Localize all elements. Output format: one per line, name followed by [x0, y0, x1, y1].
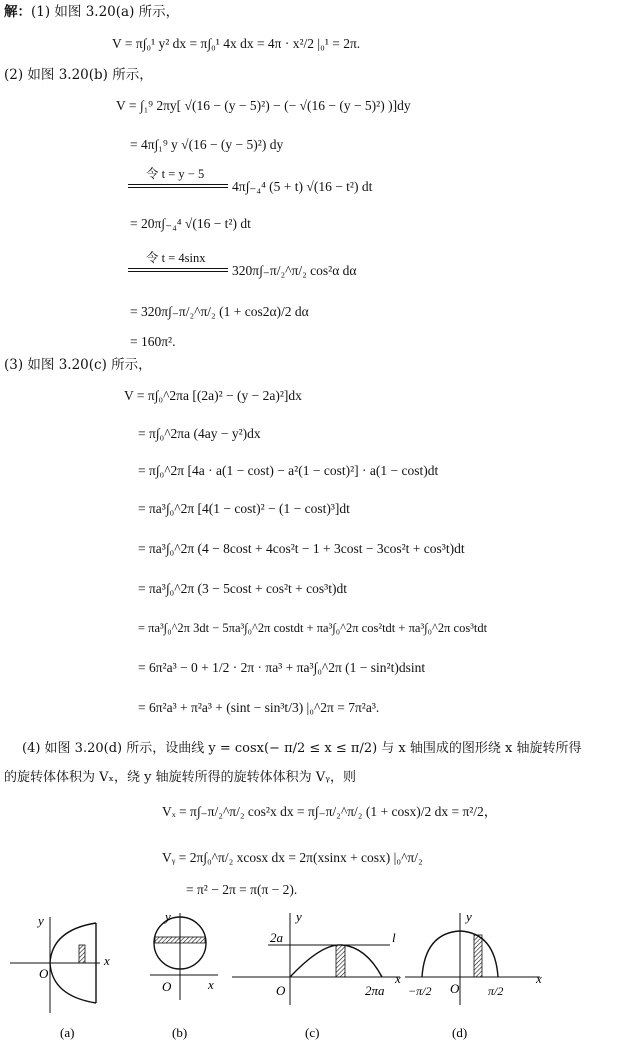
x-label: x: [395, 971, 401, 986]
eq-part3-line5: = πa³∫₀^2π (4 − 8cost + 4cos²t − 1 + 3cost − 3cos²t + cos³t)dt: [138, 541, 465, 556]
figure-b: [150, 909, 218, 1040]
hatched-strip: [336, 945, 345, 977]
eq-part3-line7: = πa³∫₀^2π 3dt − 5πa³∫₀^2π costdt + πa³∫₀^2π cos²tdt + πa³∫₀^2π cos³tdt: [138, 621, 488, 635]
substitution-label: 令 t = 4sinx: [146, 251, 206, 265]
figure-c: [232, 909, 401, 1040]
hatched-strip: [474, 935, 482, 977]
two-a-label: 2a: [270, 930, 283, 945]
eq-part3-line3: = π∫₀^2π [4a · a(1 − cost) − a²(1 − cost)²] · a(1 − cost)dt: [138, 463, 439, 478]
x-label: x: [104, 953, 110, 968]
x-label: x: [536, 971, 542, 986]
part4-paragraph-line1: (4) 如图 3.20(d) 所示，设曲线 y = cosx(− π/2 ≤ x ≤ π/2) 与 x 轴围成的图形绕 x 轴旋转所得: [22, 741, 582, 756]
eq-part3-line1: V = π∫₀^2πa [(2a)² − (y − 2a)²]dx: [124, 388, 302, 403]
figure-d: [405, 909, 542, 1040]
eq-part2-line4: = 20π∫₋₄⁴ √(16 − t²) dt: [130, 216, 251, 231]
caption-a: (a): [60, 1025, 75, 1040]
substitution-underline: [128, 184, 228, 188]
y-label: y: [38, 913, 44, 928]
intro-part1: [4, 3, 179, 21]
eq-part1: V = π∫₀¹ y² dx = π∫₀¹ 4x dx = 4π · x²/2 |₀¹ = 2π.: [112, 36, 361, 51]
eq-part2-line3: 4π∫₋₄⁴ (5 + t) √(16 − t²) dt: [232, 179, 373, 194]
eq-part2-line6: = 320π∫₋π/₂^π/₂ (1 + cos2α)/2 dα: [130, 304, 309, 319]
eq-part4-result: = π² − 2π = π(π − 2).: [186, 882, 298, 897]
hatched-strip: [79, 945, 85, 963]
eq-part3-line4: = πa³∫₀^2π [4(1 − cost)² − (1 − cost)³]dt: [138, 501, 350, 516]
part1-text: (1) 如图 3.20(a) 所示，: [31, 4, 180, 20]
caption-b: (b): [172, 1025, 188, 1040]
figure-a: [10, 913, 110, 1040]
origin-label: O: [276, 983, 286, 998]
intro-part2: (2) 如图 3.20(b) 所示，: [4, 67, 153, 83]
eq-part2-line1: V = ∫₁⁹ 2πy[ √(16 − (y − 5)²) − (− √(16 − (y − 5)²) )]dy: [116, 98, 411, 113]
substitution-label: 令 t = y − 5: [146, 167, 205, 181]
figures-svg: [0, 905, 628, 1043]
origin-label: O: [162, 979, 172, 994]
solution-label: 解：: [4, 4, 31, 20]
eq-part2-line5: 320π∫₋π/₂^π/₂ cos²α dα: [232, 263, 357, 278]
y-label: y: [466, 909, 472, 924]
eq-part4-vx: Vₓ = π∫₋π/₂^π/₂ cos²x dx = π∫₋π/₂^π/₂ (1 + cosx)/2 dx = π²/2，: [162, 804, 498, 819]
eq-part2-line7: = 160π².: [130, 334, 176, 349]
l-label: l: [392, 930, 396, 945]
eq-part3-line6: = πa³∫₀^2π (3 − 5cost + cos²t + cos³t)dt: [138, 581, 347, 596]
eq-part3-line9: = 6π²a³ + π²a³ + (sint − sin³t/3) |₀^2π = 7π²a³.: [138, 700, 380, 715]
hatched-strip: [155, 937, 205, 943]
part4-paragraph-line2: 的旋转体体积为 Vₓ，绕 y 轴旋转所得的旋转体体积为 Vᵧ，则: [4, 770, 357, 785]
x-label: x: [208, 977, 214, 992]
intro-part3: (3) 如图 3.20(c) 所示，: [4, 357, 152, 373]
y-label: y: [165, 909, 171, 924]
origin-label: O: [450, 981, 460, 996]
eq-part3-line8: = 6π²a³ − 0 + 1/2 · 2π · πa³ + πa³∫₀^2π (1 − sin²t)dsint: [138, 660, 426, 675]
eq-part4-vy: Vᵧ = 2π∫₀^π/₂ xcosx dx = 2π(xsinx + cosx) |₀^π/₂: [162, 850, 423, 865]
y-label: y: [296, 909, 302, 924]
caption-d: (d): [452, 1025, 468, 1040]
two-pi-a-label: 2πa: [365, 983, 385, 998]
pi-half-label: π/2: [488, 984, 504, 998]
caption-c: (c): [305, 1025, 320, 1040]
origin-label: O: [39, 966, 49, 981]
substitution-underline: [128, 268, 228, 272]
neg-pi-half-label: −π/2: [408, 984, 432, 998]
eq-part3-line2: = π∫₀^2πa (4ay − y²)dx: [138, 426, 261, 441]
eq-part2-line2: = 4π∫₁⁹ y √(16 − (y − 5)²) dy: [130, 137, 284, 152]
